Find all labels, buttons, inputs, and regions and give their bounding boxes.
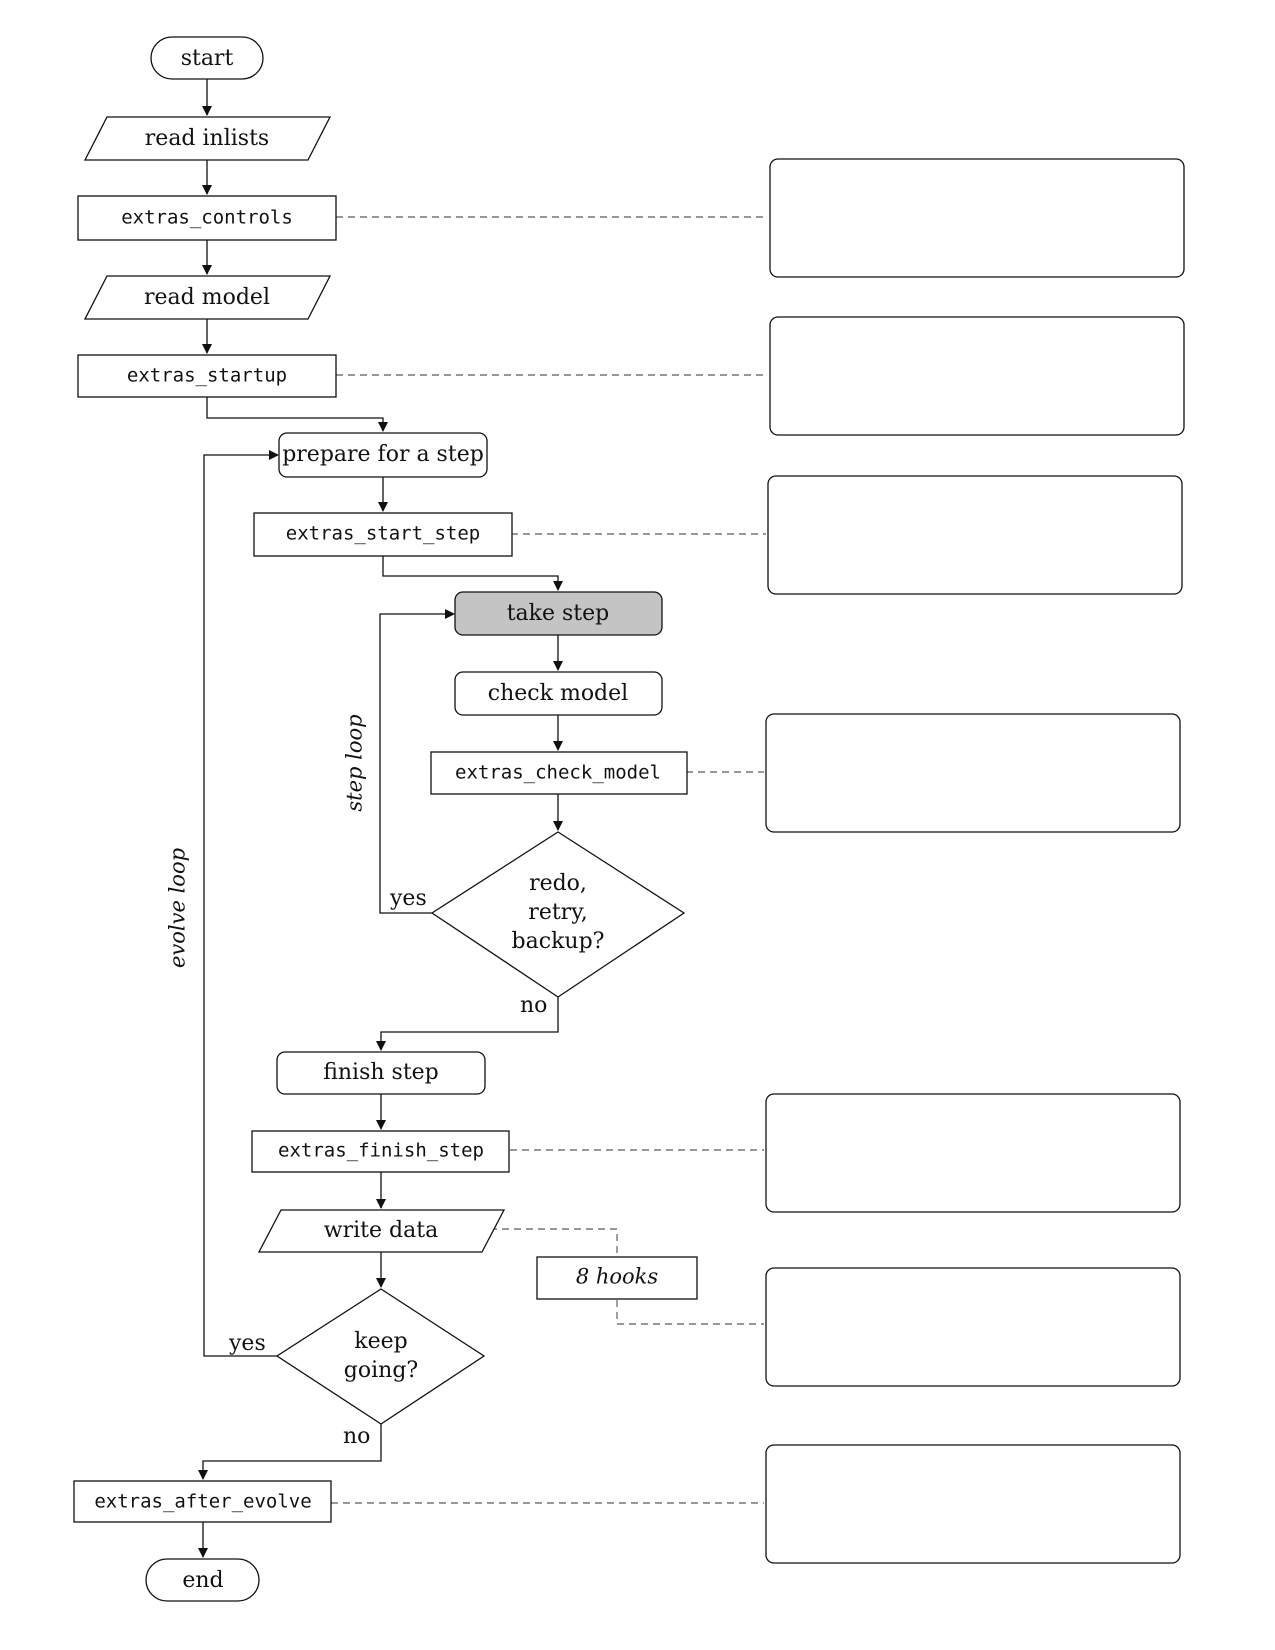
node-write-data [259, 1210, 504, 1252]
node-extras-startup-label: extras_startup [126, 364, 288, 387]
label-yes-keep: yes [229, 1331, 266, 1356]
node-extras-start-step [254, 513, 512, 556]
node-extras-check-model [431, 752, 687, 794]
hook-panel-extras-start-step [768, 476, 1182, 594]
node-extras-finish-step-label: extras_finish_step [278, 1139, 484, 1162]
connector-hooks-to-panel [617, 1300, 764, 1324]
node-take-step-label: take step [506, 601, 610, 626]
node-start [151, 37, 263, 79]
node-prepare-step-label: prepare for a step [282, 442, 484, 467]
label-evolve-loop: evolve loop [165, 847, 190, 969]
hook-panel-extras-after-evolve [766, 1445, 1180, 1563]
label-step-loop: step loop [342, 714, 367, 812]
hook-panel-extras-check-model [766, 714, 1180, 832]
arrow-extras-startup-to-prepare [207, 397, 383, 431]
node-read-inlists [85, 117, 330, 160]
node-end [146, 1559, 259, 1601]
hook-panels [766, 159, 1184, 1563]
connector-write-data-to-hooks [490, 1229, 617, 1255]
node-extras-controls-label: extras_controls [121, 206, 293, 229]
node-read-inlists-label: read inlists [144, 126, 270, 151]
node-check-model-label: check model [487, 681, 629, 706]
node-extras-check-model-label: extras_check_model [455, 761, 661, 784]
node-prepare-step [279, 433, 487, 477]
node-keep-going-line-1: keep [354, 1329, 408, 1354]
node-finish-step-label: finish step [323, 1060, 439, 1085]
node-extras-finish-step [252, 1131, 509, 1172]
node-extras-controls [78, 196, 336, 240]
node-redo-decision [432, 832, 684, 997]
node-keep-going-line-2: going? [343, 1358, 419, 1383]
node-redo-line-3: backup? [511, 929, 605, 954]
hooks-label: 8 hooks [575, 1264, 659, 1289]
node-extras-start-step-label: extras_start_step [285, 522, 481, 545]
hook-panel-extras-startup [770, 317, 1184, 435]
node-extras-startup [78, 355, 336, 397]
node-take-step [455, 592, 662, 635]
node-finish-step [277, 1052, 485, 1094]
node-redo-line-1: redo, [529, 871, 587, 896]
node-extras-after-evolve [74, 1481, 331, 1522]
node-keep-going-decision [277, 1289, 484, 1424]
node-redo-line-2: retry, [528, 900, 588, 925]
node-read-model-label: read model [144, 285, 270, 310]
hook-panel-extras-controls [770, 159, 1184, 277]
node-write-data-label: write data [323, 1218, 439, 1243]
hooks-box [537, 1257, 697, 1299]
label-no-keep: no [343, 1424, 371, 1449]
arrow-start-step-to-take-step [383, 556, 558, 590]
arrow-evolve-loop-yes [204, 455, 278, 1356]
node-read-model [85, 276, 330, 319]
label-yes-redo: yes [390, 886, 427, 911]
node-start-label: start [180, 46, 234, 71]
hook-panel-hooks [766, 1268, 1180, 1386]
node-extras-after-evolve-label: extras_after_evolve [94, 1490, 312, 1513]
hook-panel-extras-finish-step [766, 1094, 1180, 1212]
node-end-label: end [182, 1568, 224, 1593]
label-no-redo: no [520, 993, 548, 1018]
node-check-model [455, 672, 662, 715]
